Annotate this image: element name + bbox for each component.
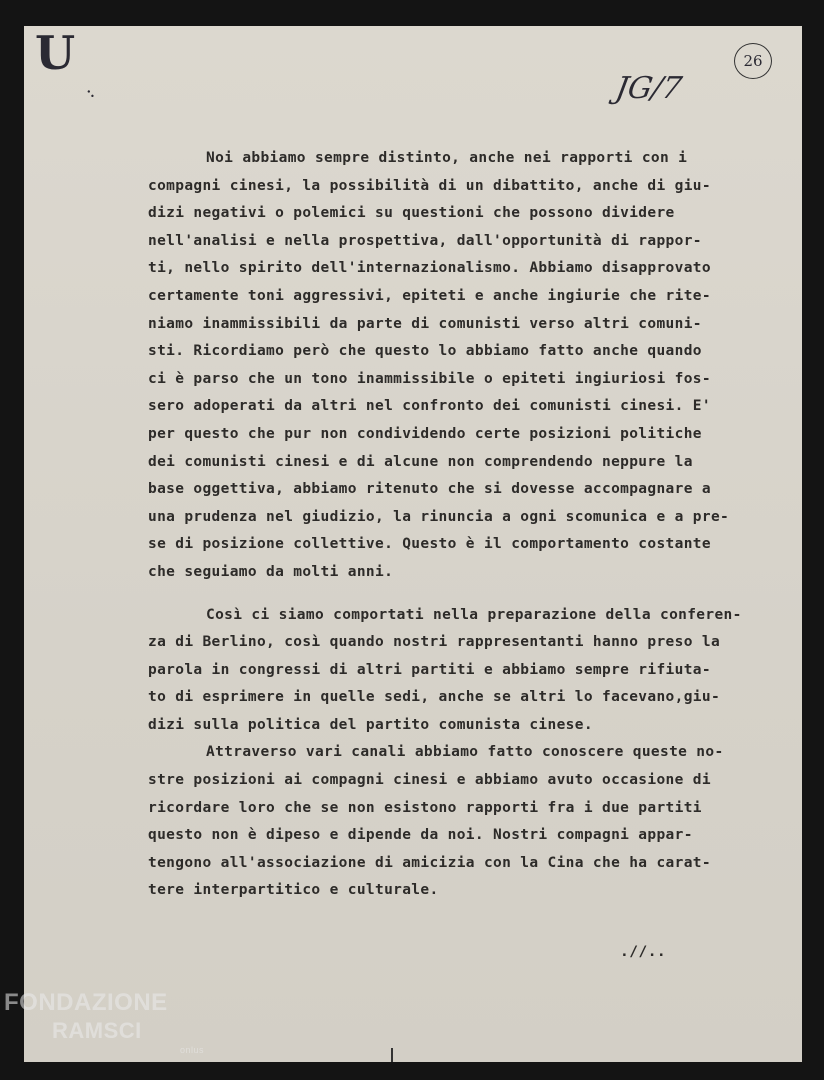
text-line: Noi abbiamo sempre distinto, anche nei rapporti con i: [206, 150, 688, 166]
text-line: za di Berlino, così quando nostri rappresentanti hanno preso la: [148, 634, 721, 651]
text-line: sti. Ricordiamo però che questo lo abbiamo fatto anche quando: [148, 343, 702, 360]
text-line: questo non è dipeso e dipende da noi. Nostri compagni appar-: [148, 827, 693, 844]
text-line: ricordare loro che se non esistono rapporti fra i due partiti: [148, 799, 702, 816]
text-line: sero adoperati da altri nel confronto dei comunisti cinesi. E': [148, 398, 711, 415]
text-line: ci è parso che un tono inammissibile o epiteti ingiuriosi fos-: [148, 370, 711, 387]
archive-watermark: [4, 988, 204, 1056]
text-line: Così ci siamo comportati nella preparazione della conferen-: [206, 606, 742, 623]
watermark-line-1: FONDAZIONE: [4, 989, 168, 1016]
text-line: ti, nello spirito dell'internazionalismo. Abbiamo disapprovato: [148, 260, 711, 277]
page-number-circled: 26: [734, 43, 772, 79]
text-line: stre posizioni ai compagni cinesi e abbiamo avuto occasione di: [148, 772, 711, 789]
text-line: compagni cinesi, la possibilità di un dibattito, anche di giu-: [148, 177, 711, 194]
handwritten-corner-mark: U: [35, 26, 74, 80]
text-line: tengono all'associazione di amicizia con la Cina che ha carat-: [148, 854, 711, 871]
text-line: dizi sulla politica del partito comunista cinese.: [148, 716, 593, 733]
text-line: parola in congressi di altri partiti e abbiamo sempre rifiuta-: [148, 661, 711, 678]
text-line: una prudenza nel giudizio, la rinuncia a ogni scomunica e a pre-: [148, 508, 730, 525]
text-line: nell'analisi e nella prospettiva, dall'opportunità di rappor-: [148, 232, 702, 249]
handwritten-annotation: JG/7: [613, 71, 685, 106]
text-line: per questo che pur non condividendo certe posizioni politiche: [148, 425, 702, 442]
paragraph: [148, 145, 768, 587]
text-line: dizi negativi o polemici su questioni che possono dividere: [148, 205, 675, 222]
typewritten-body: [148, 145, 768, 905]
text-line: che seguiamo da molti anni.: [148, 563, 394, 580]
paragraph: [148, 602, 768, 740]
text-line: dei comunisti cinesi e di alcune non comprendendo neppure la: [148, 453, 693, 470]
paragraph-gap: [148, 587, 768, 602]
text-line: certamente toni aggressivi, epiteti e anche ingiurie che rite-: [148, 287, 711, 304]
text-line: Attraverso vari canali abbiamo fatto conoscere queste no-: [206, 744, 724, 761]
text-line: base oggettiva, abbiamo ritenuto che si dovesse accompagnare a: [148, 481, 711, 498]
continuation-mark: .//..: [620, 944, 667, 960]
bottom-tick-mark: [391, 1048, 393, 1062]
text-line: se di posizione collettive. Questo è il comportamento costante: [148, 536, 711, 553]
watermark-line-3: onlus: [180, 1045, 205, 1055]
paragraph: [148, 739, 768, 905]
text-line: tere interpartitico e culturale.: [148, 882, 439, 899]
handwritten-dots: ..: [82, 79, 106, 102]
text-line: niamo inammissibili da parte di comunisti verso altri comuni-: [148, 315, 702, 332]
watermark-line-2: RAMSCI: [52, 1018, 142, 1043]
document-page: [24, 26, 802, 1062]
text-line: to di esprimere in quelle sedi, anche se altri lo facevano,giu-: [148, 689, 721, 706]
